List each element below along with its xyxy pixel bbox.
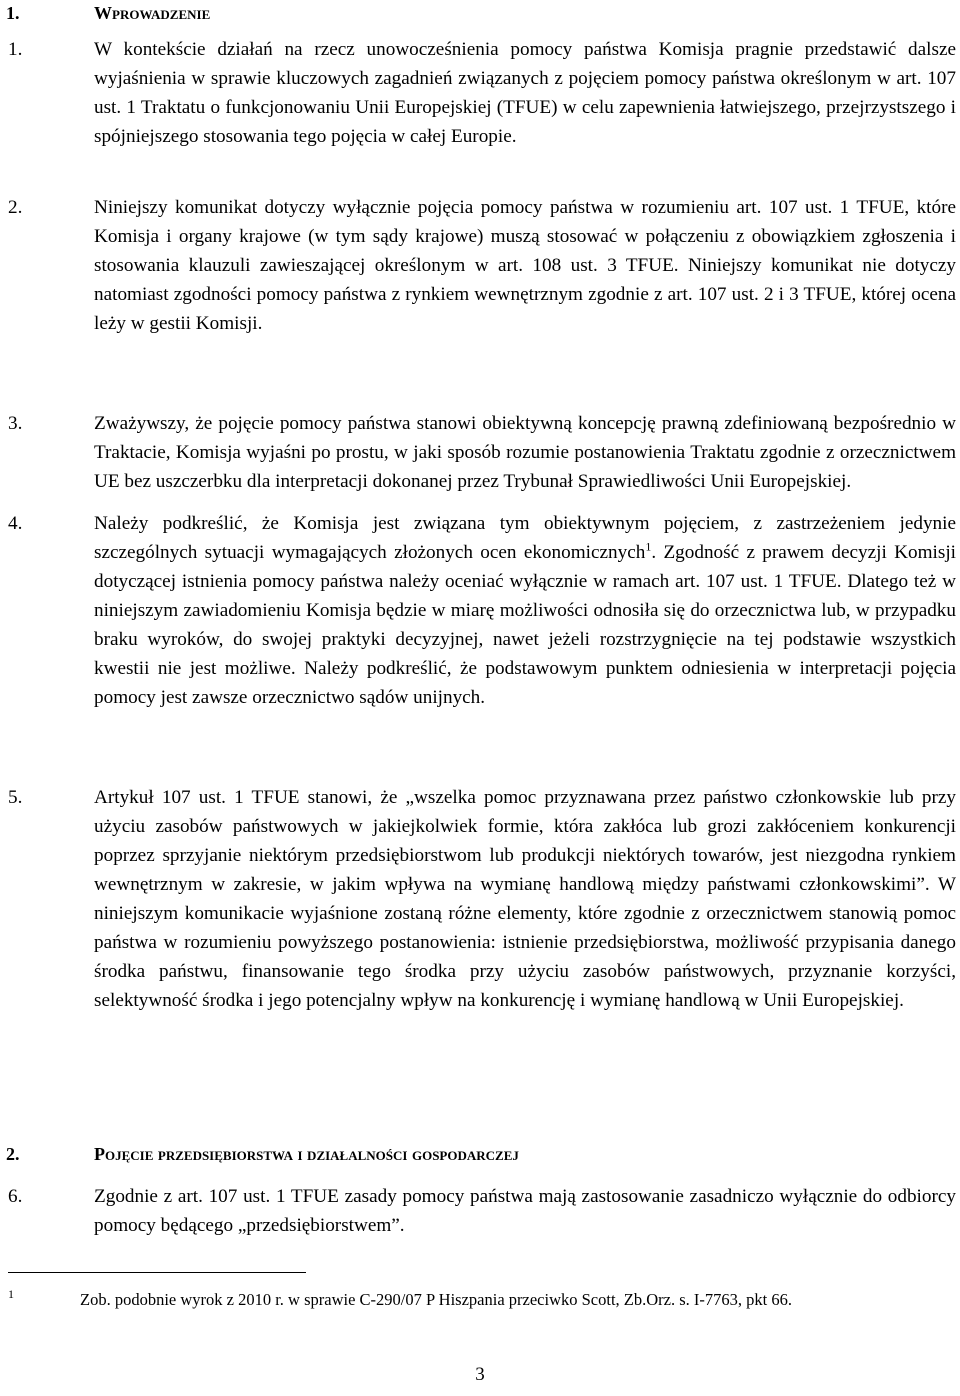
paragraph-number: 3. (8, 413, 23, 434)
paragraph-number: 4. (8, 513, 23, 534)
paragraph-number: 1. (8, 39, 23, 60)
section-heading-1 (6, 2, 210, 24)
footnote-reference: 1 (645, 539, 652, 554)
paragraph-2 (8, 193, 956, 338)
paragraph-text-part: . Zgodność z prawem decyzji Komisji dotyczącej istnienia pomocy państwa należy oceniać wyłącznie w ramach art. 107 ust. 1 TFUE. Dlatego też w niniejszym zawiadomieniu Komisja będzie w miarę możliwości odnosiła się do orzecznictwa lub, w przypadku braku wyroków, do swojej praktyki decyzyjnej, nawet jeżeli rozstrzygnięcie na tej podstawie wszystkich kwestii nie jest możliwe. Należy podkreślić, że podstawowym punktem odniesienia w interpretacji pojęcia pomocy jest zawsze orzecznictwo sądów unijnych. (94, 542, 956, 708)
paragraph-text (94, 509, 956, 712)
paragraph-4 (8, 509, 956, 712)
paragraph-text: Artykuł 107 ust. 1 TFUE stanowi, że „wszelka pomoc przyznawana przez państwo członkowskie lub przy użyciu zasobów państwowych w jakiejkolwiek formie, która zakłóca lub grozi zakłóceniem konkurencji poprzez sprzyjanie niektórym przedsiębiorstwom lub produkcji niektórych towarów, jest niezgodna rynkiem wewnętrznym w zakresie, w jakim wpływa na wymianę handlową między państwami członkowskimi”. W niniejszym komunikacie wyjaśnione zostaną różne elementy, które zgodnie z orzecznictwem stanowią pomoc państwa w rozumieniu powyższego postanowienia: istnienie przedsiębiorstwa, możliwość przypisania danego środka państwu, finansowanie tego środka przy użyciu zasobów państwowych, przyznanie korzyści, selektywność środka i jego potencjalny wpływ na konkurencję i wymianę handlową w Unii Europejskiej. (94, 787, 956, 1011)
paragraph-6 (8, 1182, 956, 1240)
paragraph-1 (8, 35, 956, 151)
paragraph-number: 2. (8, 197, 23, 218)
section-number: 1. (6, 3, 20, 23)
section-title: Wprowadzenie (94, 3, 211, 23)
section-number: 2. (6, 1144, 20, 1164)
paragraph-text: Zgodnie z art. 107 ust. 1 TFUE zasady pomocy państwa mają zastosowanie zasadniczo wyłącznie do odbiorcy pomocy będącego „przedsiębiorstwem”. (94, 1186, 956, 1236)
paragraph-text: Niniejszy komunikat dotyczy wyłącznie pojęcia pomocy państwa w rozumieniu art. 107 ust. 1 TFUE, które Komisja i organy krajowe (w tym sądy krajowe) muszą stosować w połączeniu z obowiązkiem zgłoszenia i stosowania klauzuli zawieszającej określonym w art. 108 ust. 3 TFUE. Niniejszy komunikat nie dotyczy natomiast zgodności pomocy państwa z rynkiem wewnętrznym zgodnie z art. 107 ust. 2 i 3 TFUE, której ocena leży w gestii Komisji. (94, 197, 956, 334)
footnote (8, 1288, 956, 1312)
footnote-number: 1 (8, 1287, 14, 1301)
paragraph-text-part: Należy podkreślić, że Komisja jest związana tym obiektywnym pojęciem, z zastrzeżeniem jedynie szczególnych sytuacji wymagających złożonych ocen ekonomicznych (94, 513, 956, 563)
paragraph-3 (8, 409, 956, 496)
paragraph-5 (8, 783, 956, 1015)
footnote-separator (8, 1272, 306, 1273)
section-title: Pojęcie przedsiębiorstwa i działalności gospodarczej (94, 1144, 519, 1164)
paragraph-number: 5. (8, 787, 23, 808)
section-heading-2 (6, 1143, 519, 1165)
paragraph-text: Zważywszy, że pojęcie pomocy państwa stanowi obiektywną koncepcję prawną zdefiniowaną bezpośrednio w Traktacie, Komisja wyjaśni po prostu, w jaki sposób rozumie postanowienia Traktatu zgodnie z orzecznictwem UE bez uszczerbku dla interpretacji dokonanej przez Trybunał Sprawiedliwości Unii Europejskiej. (94, 413, 956, 492)
page-number: 3 (475, 1364, 485, 1385)
paragraph-number: 6. (8, 1186, 23, 1207)
footnote-text: Zob. podobnie wyrok z 2010 r. w sprawie C-290/07 P Hiszpania przeciwko Scott, Zb.Orz. s. I-7763, pkt 66. (80, 1290, 792, 1309)
paragraph-text: W kontekście działań na rzecz unowocześnienia pomocy państwa Komisja pragnie przedstawić dalsze wyjaśnienia w sprawie kluczowych zagadnień związanych z pojęciem pomocy państwa określonym w art. 107 ust. 1 Traktatu o funkcjonowaniu Unii Europejskiej (TFUE) w celu zapewnienia łatwiejszego, przejrzystszego i spójniejszego stosowania tego pojęcia w całej Europie. (94, 39, 956, 147)
